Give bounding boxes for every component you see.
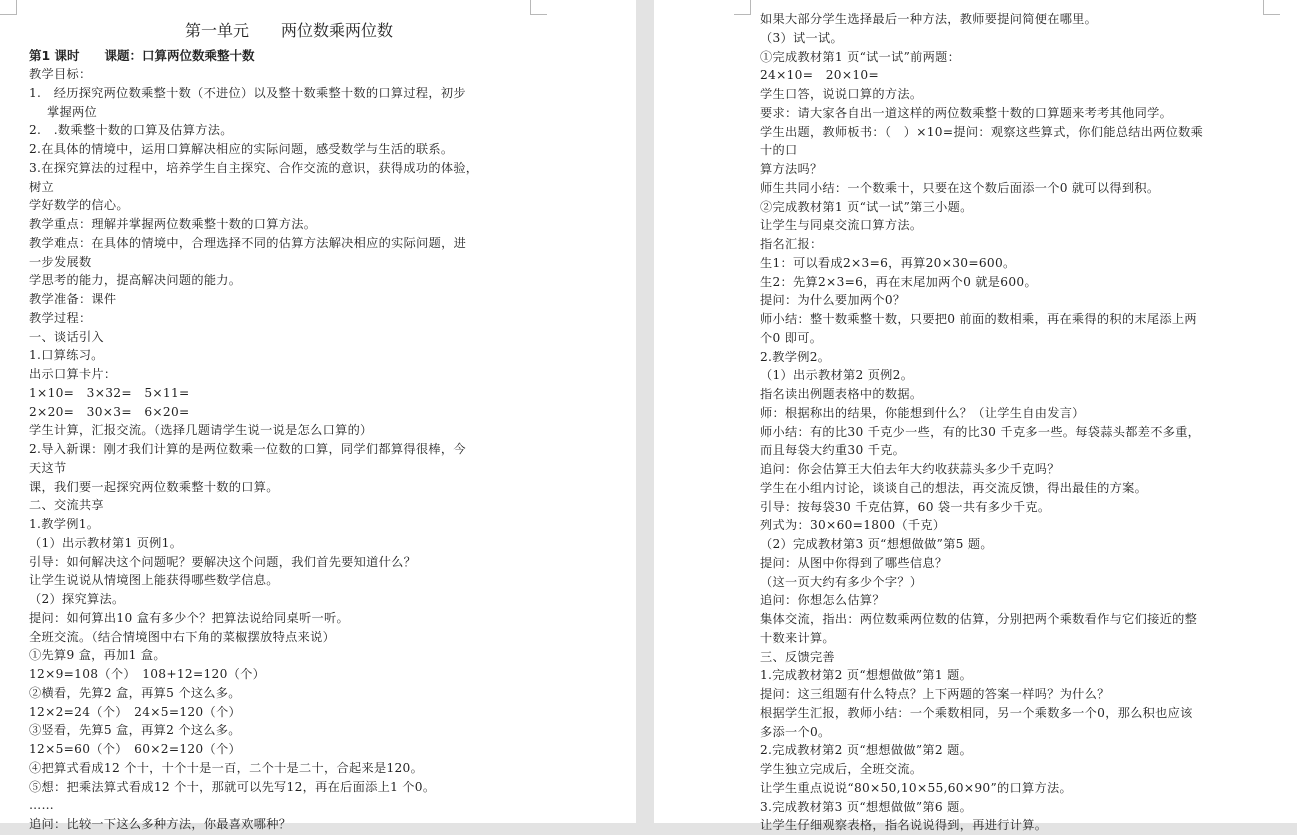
text-line: 生1：可以看成2×3=6，再算20×30=600。 <box>760 255 1016 270</box>
text-line: …… <box>29 798 54 813</box>
text-line: ②完成教材第1 页“试一试”第三小题。 <box>760 199 973 214</box>
text-line: 追问：你想怎么估算？ <box>760 593 885 608</box>
text-line: ①完成教材第1 页“试一试”前两题： <box>760 49 961 64</box>
text-line: （2）探究算法。 <box>29 592 125 606</box>
text-line: 掌握两位 <box>47 104 97 119</box>
page-corner-mark <box>530 0 547 15</box>
text-line: 师小结：整十数乘整十数，只要把0 前面的数相乘，再在乘得的积的末尾添上两 <box>760 312 1197 326</box>
text-line: 学生计算，汇报交流。（选择几题请学生说一说是怎么口算的） <box>29 423 373 438</box>
text-line: 引导：按每袋30 千克估算，60 袋一共有多少千克。 <box>760 499 1051 514</box>
text-line: 列式为：30×60=1800（千克） <box>760 518 946 533</box>
text-line: 2.在具体的情境中，运用口算解决相应的实际问题，感受数学与生活的联系。 <box>29 142 454 156</box>
text-line: 教学目标： <box>29 67 92 81</box>
text-line: 1. 经历探究两位数乘整十数（不进位）以及整十数乘整十数的口算过程，初步 <box>29 85 466 100</box>
text-line: 让学生说说从情境图上能获得哪些数学信息。 <box>29 573 279 588</box>
text-line: 一步发展数 <box>29 254 92 269</box>
text-line: 提问：如何算出10 盒有多少个？把算法说给同桌听一听。 <box>29 610 349 625</box>
text-line: 2×20= 30×3= 6×20= <box>29 404 190 419</box>
text-line: 指名汇报： <box>760 237 823 251</box>
text-line: 集体交流，指出：两位数乘两位数的估算，分别把两个乘数看作与它们接近的整 <box>760 612 1198 626</box>
text-line: 指名读出例题表格中的数据。 <box>760 387 923 401</box>
text-line: 而且每袋大约重30 千克。 <box>760 443 906 458</box>
text-line: （1）出示教材第2 页例2。 <box>760 368 914 383</box>
text-line: 12×9=108（个） 108+12=120（个） <box>29 667 266 681</box>
text-line: 十的口 <box>760 143 798 158</box>
text-line: ③竖看，先算5 盒，再算2 个这么多。 <box>29 723 241 738</box>
text-line: 一、谈话引入 <box>29 329 104 344</box>
text-line: （这一页大约有多少个字？） <box>760 574 923 589</box>
text-line: 教学重点：理解并掌握两位数乘整十数的口算方法。 <box>29 217 317 231</box>
text-line: 教学难点：在具体的情境中，合理选择不同的估算方法解决相应的实际问题，进 <box>29 235 467 250</box>
text-line: 多添一个0。 <box>760 724 831 739</box>
text-line: 三、反馈完善 <box>760 649 835 664</box>
text-line: 3.完成教材第3 页“想想做做”第6 题。 <box>760 799 973 814</box>
paragraph-list <box>29 65 529 834</box>
text-line: 3.在探究算法的过程中，培养学生自主探究、合作交流的意识，获得成功的体验， <box>29 160 479 175</box>
text-line: 教学过程： <box>29 310 92 325</box>
text-line: ⑤想：把乘法算式看成12 个十，那就可以先写12，再在后面添上1 个0。 <box>29 779 436 794</box>
text-line: 2. .数乘整十数的口算及估算方法。 <box>29 123 233 138</box>
text-line: 学生独立完成后，全班交流。 <box>760 762 923 776</box>
text-line: 1.口算练习。 <box>29 348 104 363</box>
paragraph-list <box>760 10 1260 835</box>
text-line: 24×10= 20×10= <box>760 68 879 83</box>
text-line: 算方法吗？ <box>760 162 823 176</box>
text-line: 天这节 <box>29 460 67 475</box>
text-line: （1）出示教材第1 页例1。 <box>29 535 183 550</box>
text-line: 出示口算卡片： <box>29 367 117 381</box>
text-line: （3）试一试。 <box>760 30 843 45</box>
text-line: 让学生仔细观察表格，指名说说得到，再进行计算。 <box>760 818 1048 833</box>
text-line: 教学准备：课件 <box>29 292 117 306</box>
page-corner-mark <box>1263 0 1280 15</box>
text-line: 课，我们要一起探究两位数乘整十数的口算。 <box>29 479 279 494</box>
text-line: 1.完成教材第2 页“想想做做”第1 题。 <box>760 668 973 683</box>
text-line: 1×10= 3×32= 5×11= <box>29 385 190 400</box>
text-line: 提问：从图中你得到了哪些信息？ <box>760 555 948 570</box>
text-line: 12×5=60（个） 60×2=120（个） <box>29 742 241 756</box>
unit-title: 第一单元 两位数乘两位数 <box>184 21 393 40</box>
text-line: 十数来计算。 <box>760 630 835 645</box>
lesson-title: 第1 课时 课题：口算两位数乘整十数 <box>29 48 255 63</box>
text-line: 根据学生汇报，教师小结：一个乘数相同，另一个乘数多一个0，那么积也应该 <box>760 705 1193 720</box>
text-line: （2）完成教材第3 页“想想做做”第5 题。 <box>760 537 993 551</box>
page-body[interactable] <box>29 18 529 834</box>
text-line: 2.完成教材第2 页“想想做做”第2 题。 <box>760 743 973 758</box>
text-line: 提问：这三组题有什么特点？上下两题的答案一样吗？为什么？ <box>760 687 1110 701</box>
text-line: 如果大部分学生选择最后一种方法，教师要提问简便在哪里。 <box>760 12 1098 26</box>
text-line: 二、交流共享 <box>29 498 104 513</box>
text-line: ②横看，先算2 盒，再算5 个这么多。 <box>29 685 241 700</box>
text-line: 1.教学例1。 <box>29 517 100 531</box>
text-line: 提问：为什么要加两个0？ <box>760 293 906 308</box>
text-line: 让学生重点说说“80×50,10×55,60×90”的口算方法。 <box>760 780 1072 795</box>
document-page-right <box>654 0 1297 833</box>
page-body[interactable] <box>760 10 1260 835</box>
text-line: ④把算式看成12 个十，十个十是一百，二个十是二十，合起来是120。 <box>29 760 424 775</box>
text-line: 让学生与同桌交流口算方法。 <box>760 218 923 233</box>
text-line: 要求：请大家各自出一道这样的两位数乘整十数的口算题来考考其他同学。 <box>760 105 1173 120</box>
text-line: 生2：先算2×3=6，再在末尾加两个0 就是600。 <box>760 274 1037 289</box>
text-line: 追问：比较一下这么多种方法，你最喜欢哪种？ <box>29 817 292 831</box>
document-page-left <box>0 0 636 831</box>
text-line: 师：根据称出的结果，你能想到什么？（让学生自由发言） <box>760 405 1085 420</box>
text-line: 学好数学的信心。 <box>29 198 129 213</box>
text-line: 学生口答，说说口算的方法。 <box>760 87 923 101</box>
text-line: 学生在小组内讨论，谈谈自己的想法，再交流反馈，得出最佳的方案。 <box>760 480 1148 495</box>
text-line: 树立 <box>29 179 54 194</box>
text-line: 个0 即可。 <box>760 330 823 345</box>
text-line: ①先算9 盒，再加1 盒。 <box>29 648 166 663</box>
page-corner-mark <box>734 0 751 15</box>
text-line: 2.导入新课：刚才我们计算的是两位数乘一位数的口算，同学们都算得很棒，今 <box>29 442 466 456</box>
text-line: 引导：如何解决这个问题呢？要解决这个问题，我们首先要知道什么？ <box>29 554 417 569</box>
text-line: 追问：你会估算王大伯去年大约收获蒜头多少千克吗？ <box>760 462 1060 476</box>
text-line: 12×2=24（个） 24×5=120（个） <box>29 704 241 719</box>
text-line: 师生共同小结：一个数乘十，只要在这个数后面添一个0 就可以得到积。 <box>760 180 1160 195</box>
text-line: 全班交流。（结合情境图中右下角的菜椒摆放特点来说） <box>29 629 336 644</box>
text-line: 2.教学例2。 <box>760 349 831 364</box>
page-corner-mark <box>0 0 17 15</box>
text-line: 师小结：有的比30 千克少一些，有的比30 千克多一些。每袋蒜头都差不多重， <box>760 424 1201 439</box>
text-line: 学生出题，教师板书：（ ）×10=提问：观察这些算式，你们能总结出两位数乘 <box>760 124 1204 139</box>
text-line: 学思考的能力，提高解决问题的能力。 <box>29 273 242 288</box>
